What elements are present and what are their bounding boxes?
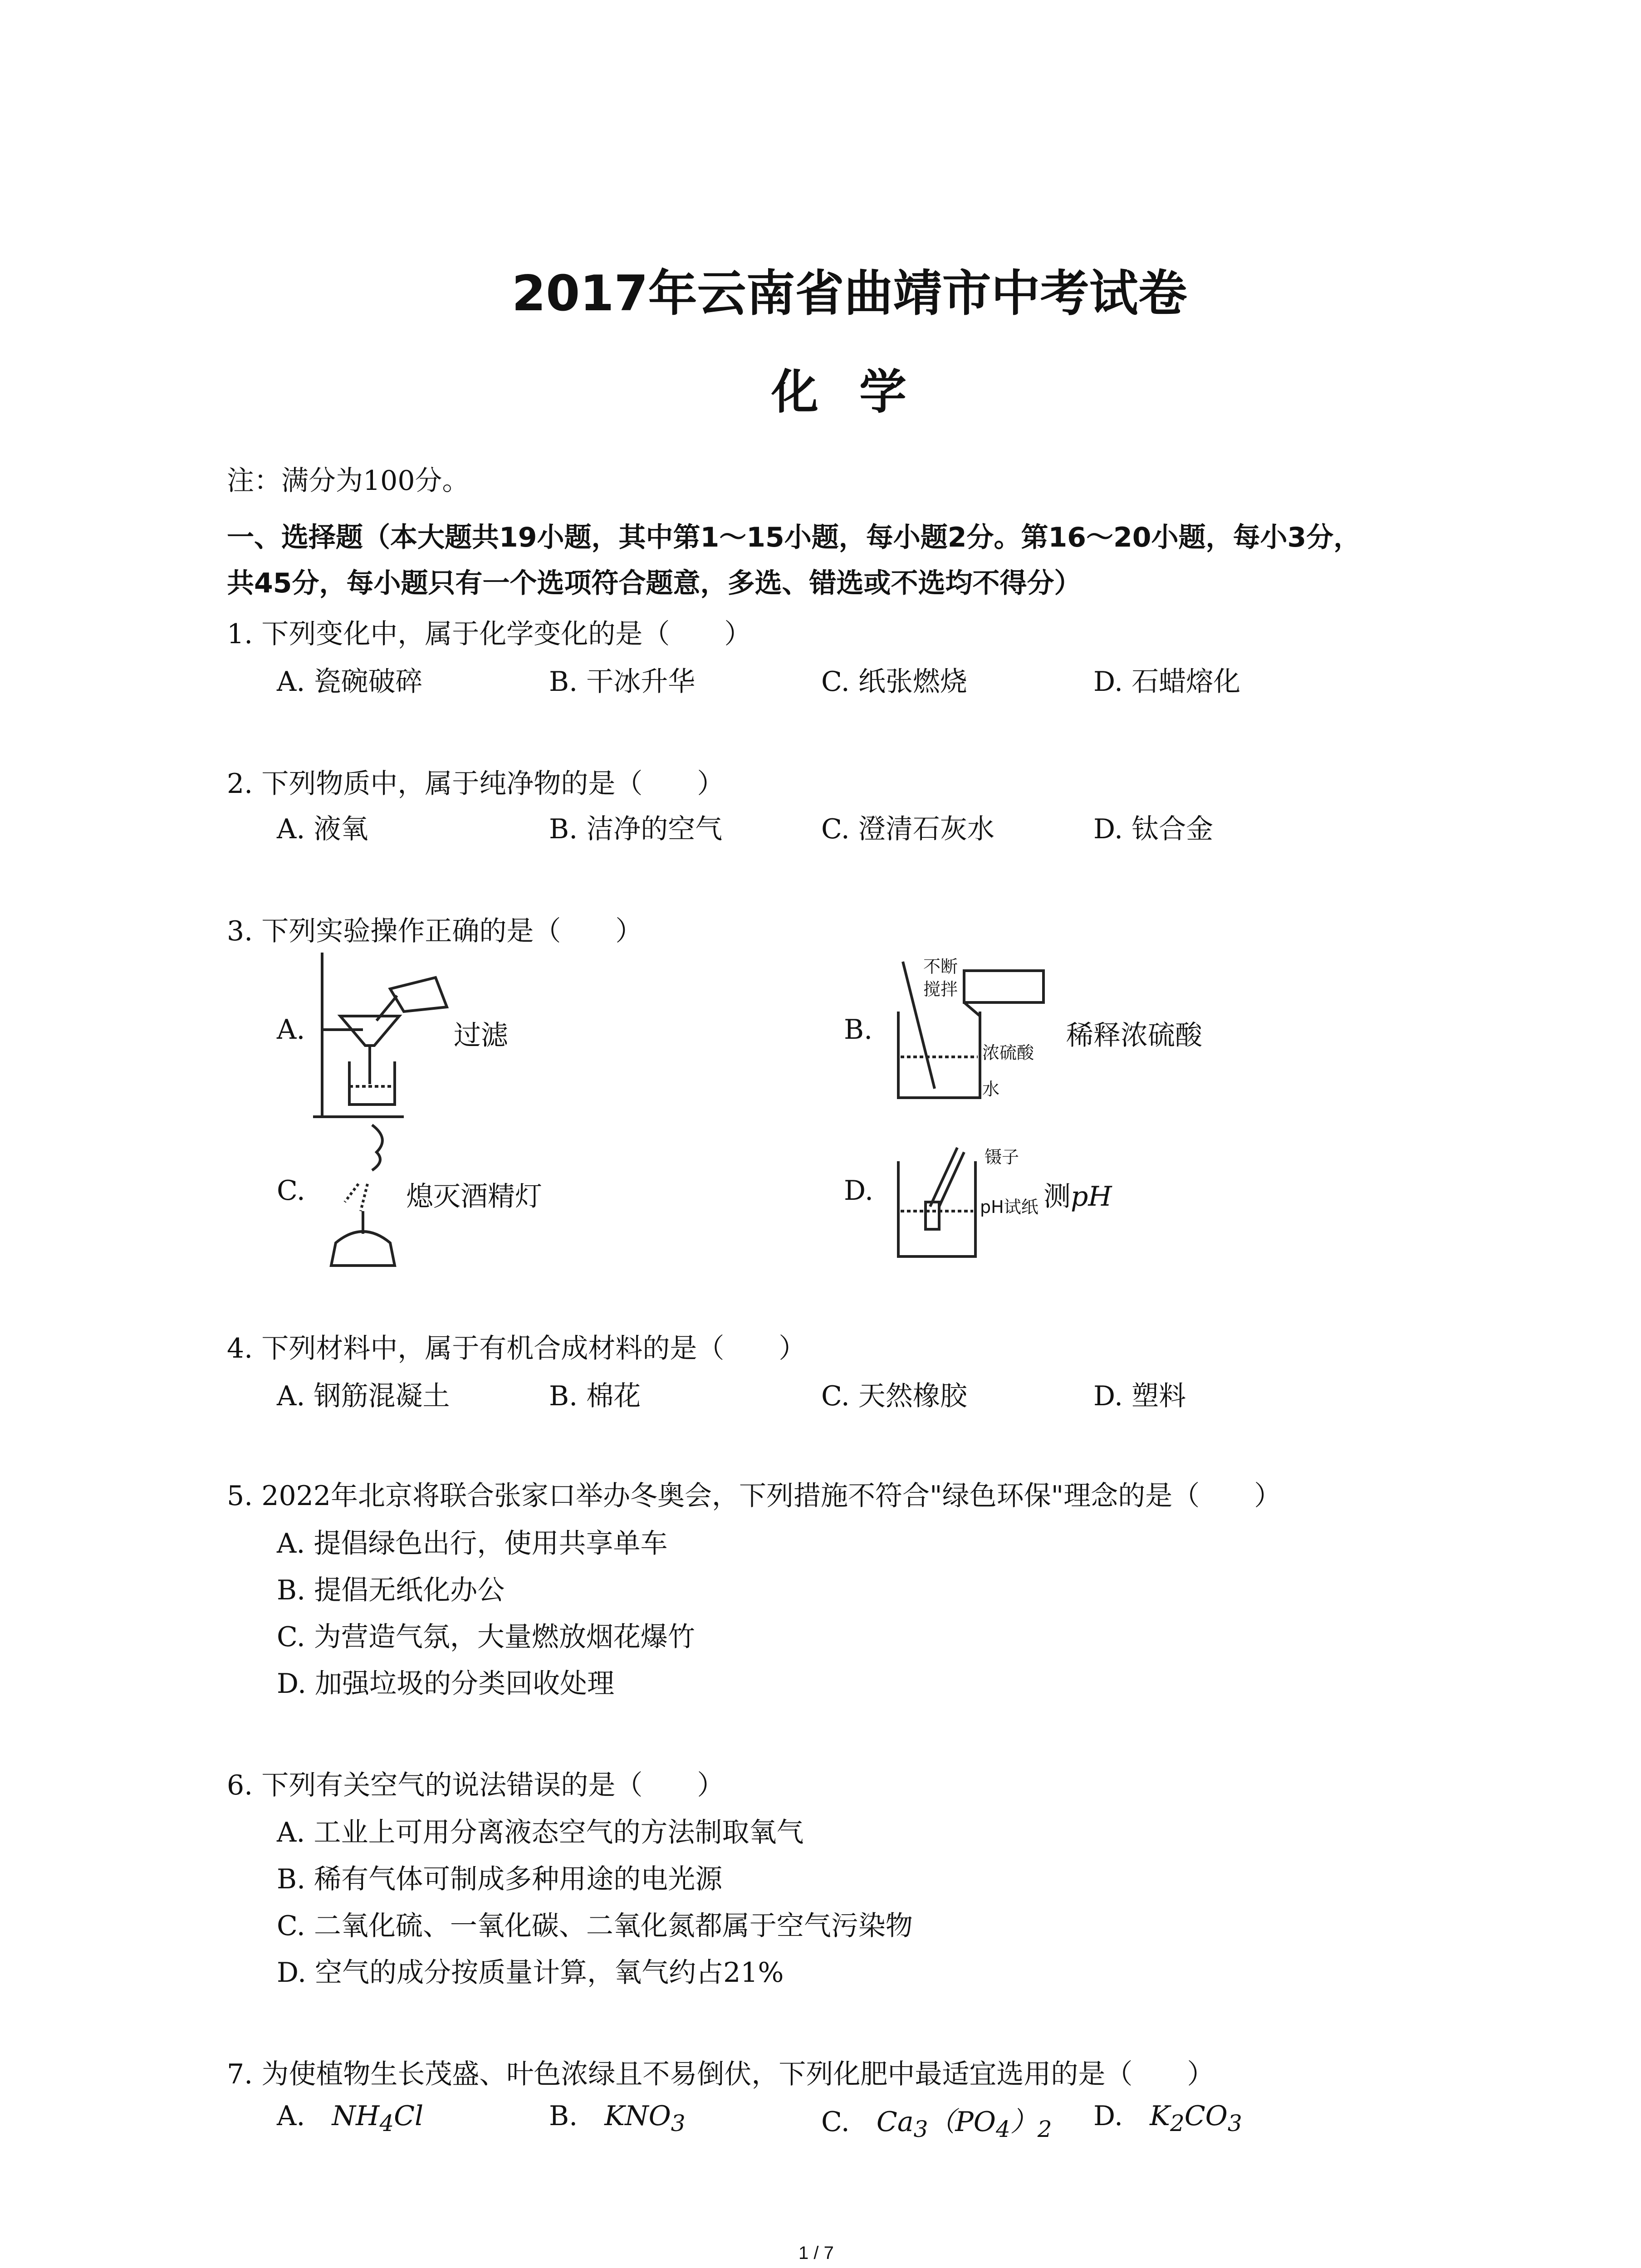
option-b: B. 稀有气体可制成多种用途的电光源 — [277, 1863, 723, 1895]
question-stem: 7. 为使植物生长茂盛、叶色浓绿且不易倒伏，下列化肥中最适宜选用的是（ ） — [227, 2058, 1215, 2090]
option-d: D. 空气的成分按质量计算，氧气约占21% — [277, 1957, 784, 1989]
option-a: A. 提倡绿色出行，使用共享单车 — [277, 1528, 668, 1559]
fig-d-tag-tweezers: 镊子 — [985, 1147, 1019, 1167]
option-a — [277, 2100, 423, 2136]
question-stem: 3. 下列实验操作正确的是（ ） — [227, 915, 643, 947]
fig-d-letter: D. — [844, 1175, 874, 1207]
option-d — [1093, 2100, 1242, 2136]
page-number: 1 / 7 — [798, 2243, 834, 2263]
fig-c-label: 熄灭酒精灯 — [406, 1181, 542, 1212]
fig-b-tag-stir2: 搅拌 — [923, 979, 958, 999]
option-a: A. 工业上可用分离液态空气的方法制取氧气 — [277, 1817, 804, 1848]
dilution-figure — [889, 953, 1062, 1107]
filtration-figure — [313, 948, 463, 1125]
formula-a: $NH_4Cl$ — [332, 2100, 424, 2136]
option-letter: D. — [1093, 2100, 1123, 2132]
option-c — [821, 2100, 1052, 2142]
option-c: C. 澄清石灰水 — [821, 813, 994, 845]
option-b — [549, 2100, 686, 2136]
question-stem: 4. 下列材料中，属于有机合成材料的是（ ） — [227, 1333, 806, 1364]
question-stem: 1. 下列变化中，属于化学变化的是（ ） — [227, 618, 752, 650]
option-d: D. 塑料 — [1093, 1380, 1186, 1412]
option-a: A. 瓷碗破碎 — [277, 666, 423, 698]
subject-title: 化学 — [771, 364, 948, 420]
option-a: A. 液氧 — [277, 813, 368, 845]
ph-test-figure — [889, 1143, 989, 1261]
option-d: D. 钛合金 — [1093, 813, 1214, 845]
fig-a-label: 过滤 — [454, 1020, 508, 1051]
question-stem: 2. 下列物质中，属于纯净物的是（ ） — [227, 768, 725, 800]
fig-a-letter: A. — [277, 1014, 305, 1046]
option-c: C. 二氧化硫、一氧化碳、二氧化氮都属于空气污染物 — [277, 1910, 913, 1942]
option-c: C. 纸张燃烧 — [821, 666, 967, 698]
option-d: D. 石蜡熔化 — [1093, 666, 1241, 698]
fig-d-tag-ph-paper: pH试纸 — [980, 1197, 1038, 1217]
score-note: 注：满分为100分。 — [227, 465, 470, 497]
alcohol-lamp-figure — [318, 1120, 408, 1275]
formula-c: $Ca_3(PO_4)_2$ — [876, 2106, 1052, 2142]
option-a: A. 钢筋混凝土 — [277, 1380, 450, 1412]
option-b: B. 棉花 — [549, 1380, 641, 1412]
formula-b: $KNO_3$ — [604, 2100, 686, 2136]
fig-b-tag-water: 水 — [982, 1079, 1000, 1099]
fig-d-label-ph: pH — [1071, 1181, 1112, 1212]
fig-b-tag-stir1: 不断 — [923, 957, 958, 977]
option-b: B. 干冰升华 — [549, 666, 696, 698]
question-stem: 6. 下列有关空气的说法错误的是（ ） — [227, 1769, 725, 1801]
question-stem: 5. 2022年北京将联合张家口举办冬奥会，下列措施不符合"绿色环保"理念的是（ ） — [227, 1480, 1282, 1512]
fig-b-tag-acid: 浓硫酸 — [982, 1043, 1034, 1063]
option-c: C. 为营造气氛，大量燃放烟花爆竹 — [277, 1621, 695, 1653]
fig-c-letter: C. — [277, 1175, 305, 1207]
section-heading-cont: 共45分，每小题只有一个选项符合题意，多选、错选或不选均不得分） — [227, 567, 1082, 599]
fig-b-label: 稀释浓硫酸 — [1066, 1020, 1202, 1051]
fig-d-label — [1043, 1175, 1112, 1214]
fig-b-letter: B. — [844, 1014, 873, 1046]
page-title: 2017年云南省曲靖市中考试卷 — [512, 265, 1187, 322]
option-b: B. 提倡无纸化办公 — [277, 1574, 505, 1606]
option-letter: A. — [277, 2100, 305, 2132]
section-heading: 一、选择题（本大题共19小题，其中第1～15小题，每小题2分。第16～20小题，每小3分， — [227, 522, 1361, 553]
formula-d: $K_2CO_3$ — [1150, 2100, 1242, 2136]
option-d: D. 加强垃圾的分类回收处理 — [277, 1668, 615, 1700]
option-c: C. 天然橡胶 — [821, 1380, 967, 1412]
option-b: B. 洁净的空气 — [549, 813, 723, 845]
option-letter: C. — [821, 2106, 850, 2138]
option-letter: B. — [549, 2100, 578, 2132]
fig-d-label-text: 测 — [1043, 1181, 1071, 1212]
